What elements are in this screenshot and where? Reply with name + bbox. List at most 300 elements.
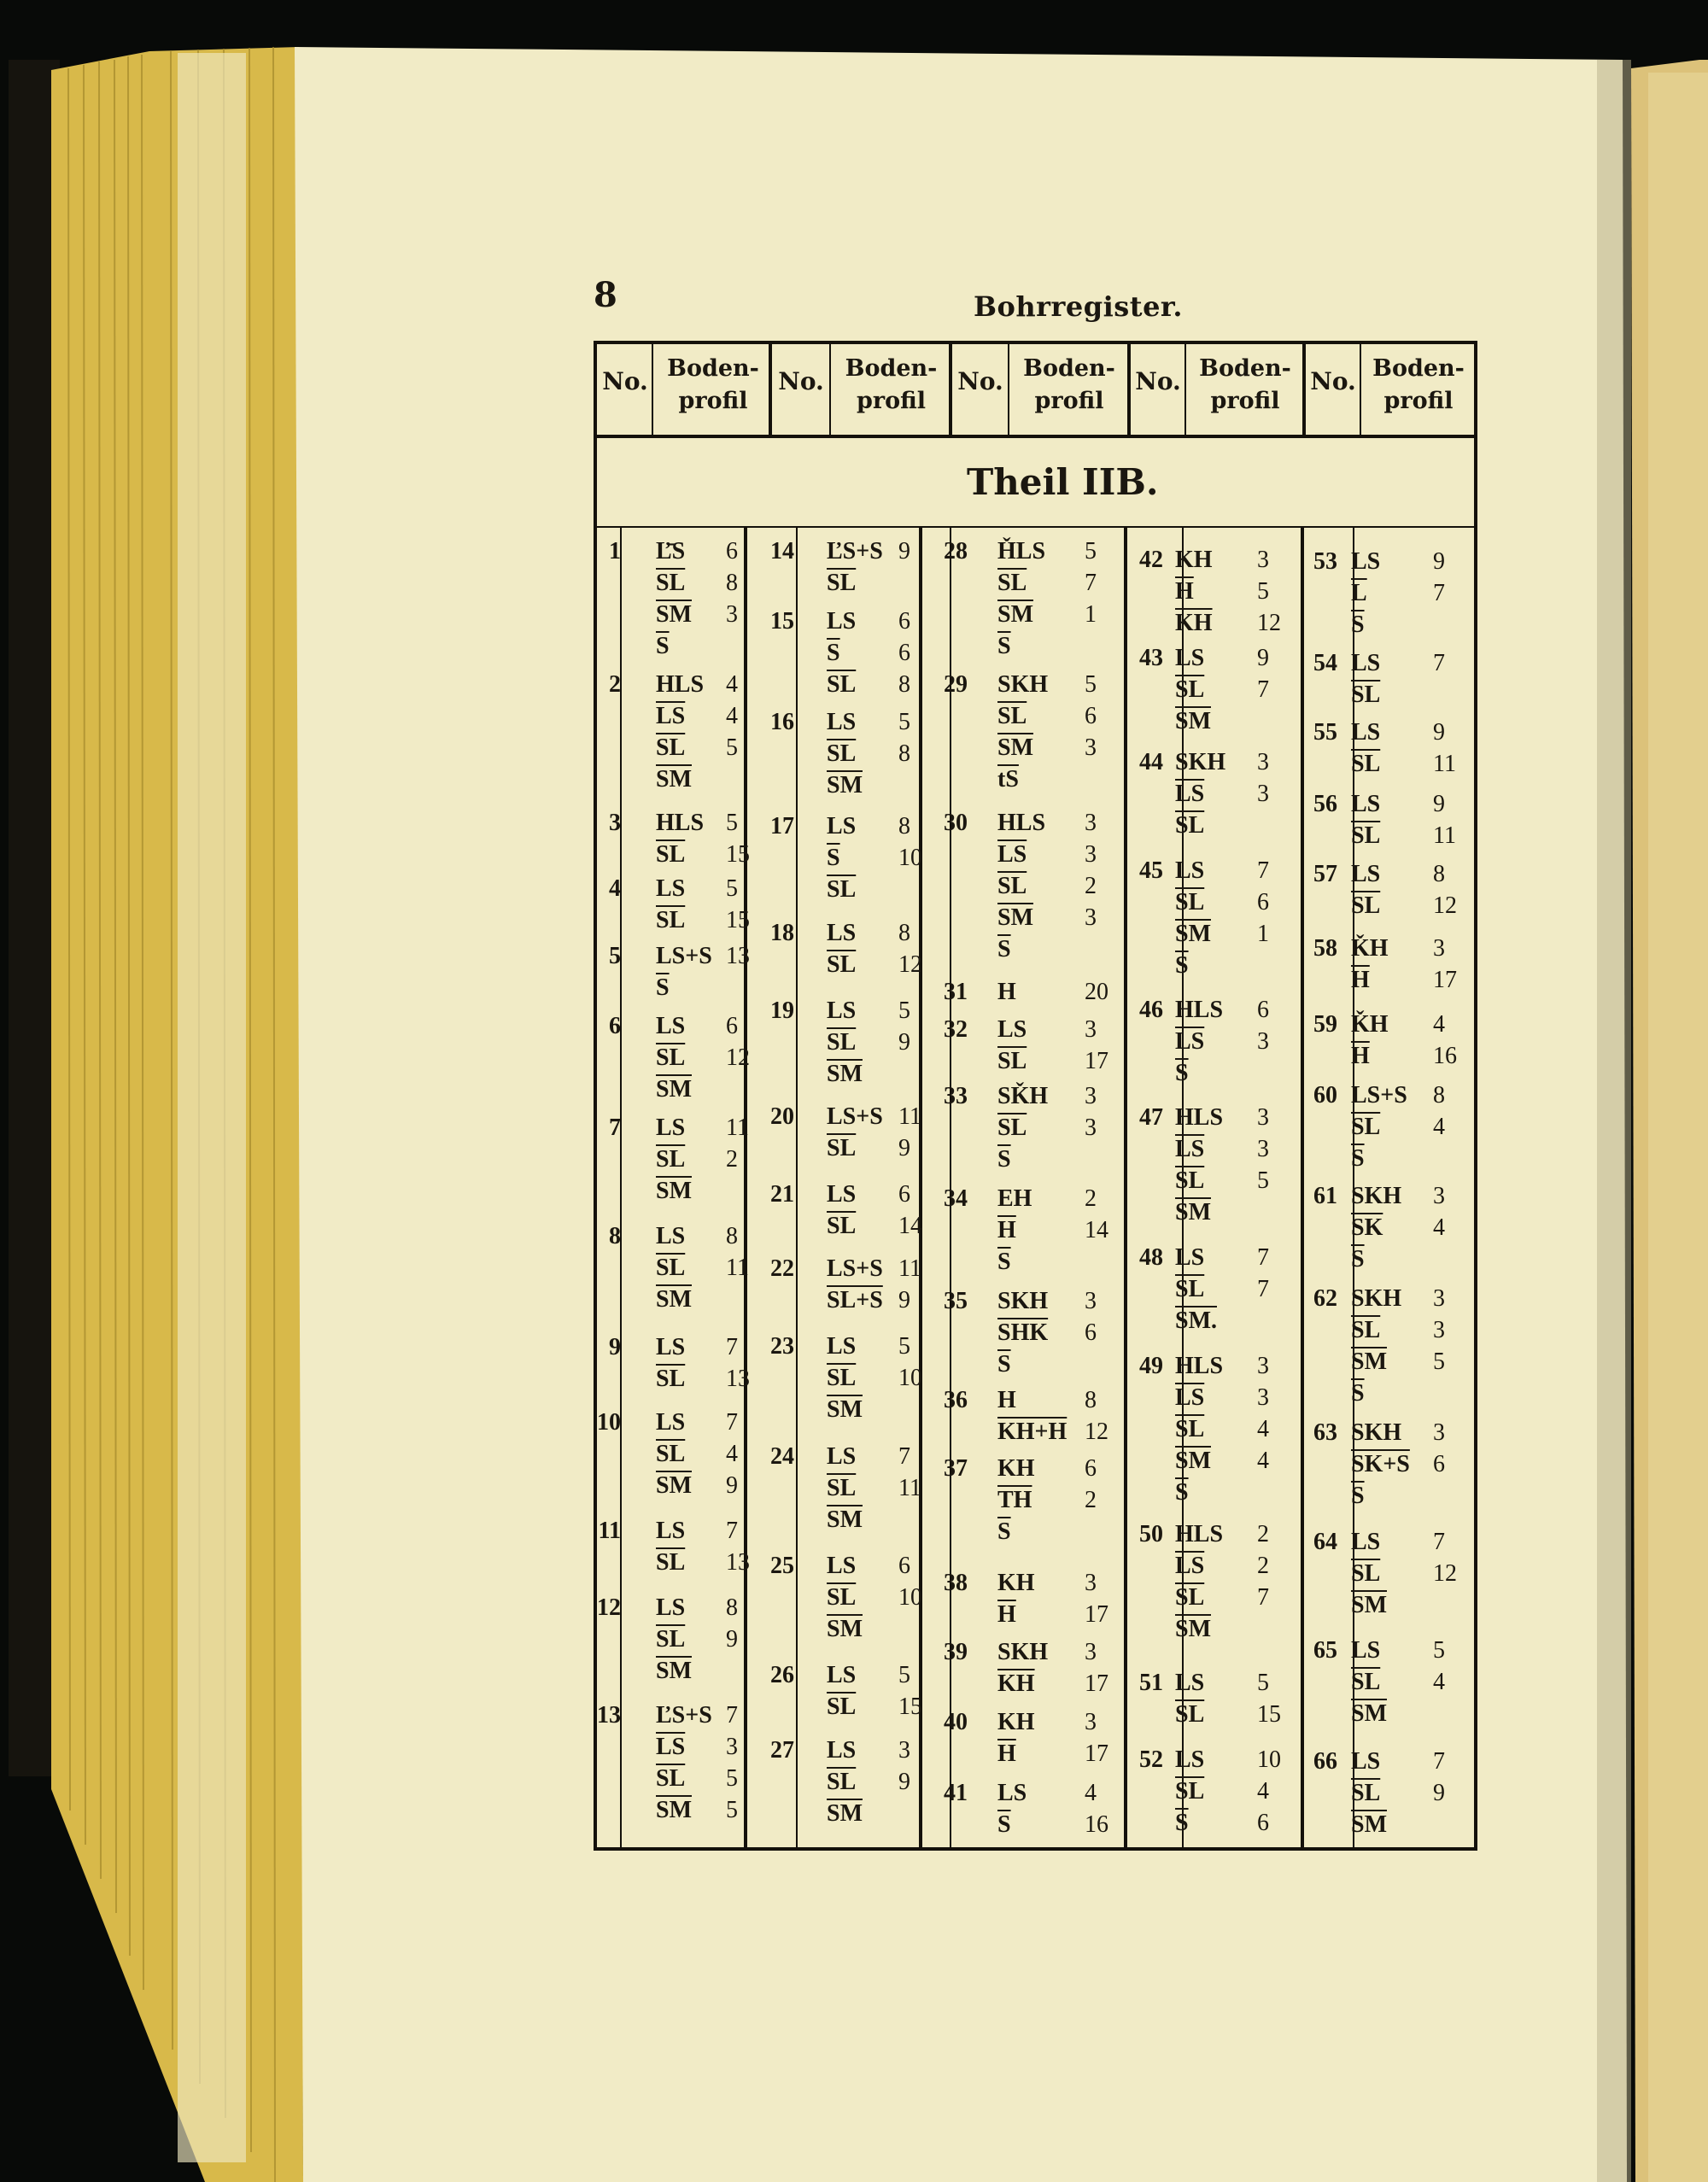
soil-layer-symbol: $\overline{S}$: [656, 633, 670, 659]
layer-thickness: 7: [1085, 570, 1097, 596]
boring-number: 35: [944, 1288, 968, 1314]
soil-layer-symbol: LS: [656, 1518, 686, 1544]
layer-thickness: 3: [1085, 1114, 1097, 1141]
layer-thickness: 3: [1257, 547, 1269, 573]
soil-layer-symbol: LS: [1175, 1244, 1205, 1271]
layer-thickness: 11: [1433, 751, 1456, 777]
soil-layer-symbol: $\overline{SM}$: [1351, 1811, 1387, 1838]
layer-thickness: 7: [726, 1702, 738, 1729]
boring-number: 33: [944, 1083, 968, 1109]
soil-layer-symbol: LS: [827, 1443, 857, 1470]
boring-number: 41: [944, 1780, 968, 1806]
layer-thickness: 8: [898, 671, 910, 698]
layer-thickness: 7: [1257, 1276, 1269, 1302]
soil-layer-symbol: LS+S: [1351, 1082, 1407, 1109]
layer-thickness: 3: [1433, 1183, 1445, 1209]
layer-thickness: 8: [898, 740, 910, 767]
soil-layer-symbol: Ľ̄S: [656, 538, 686, 565]
boring-number: 51: [1139, 1670, 1163, 1696]
boring-number: 31: [944, 979, 968, 1005]
layer-thickness: 9: [1433, 719, 1445, 746]
layer-thickness: 3: [1257, 1384, 1269, 1411]
soil-layer-symbol: $\overline{SL}$: [827, 1475, 857, 1501]
layer-thickness: 9: [1257, 645, 1269, 671]
layer-thickness: 5: [726, 734, 738, 761]
soil-layer-symbol: ǨH: [1351, 1011, 1389, 1038]
layer-thickness: 10: [898, 1584, 922, 1611]
soil-layer-symbol: $\overline{SK}$: [1351, 1214, 1383, 1241]
soil-layer-symbol: $\overline{LS}$: [1175, 1553, 1205, 1579]
soil-layer-symbol: $\overline{SM}$: [1351, 1348, 1387, 1375]
boring-number: 48: [1139, 1244, 1163, 1271]
soil-layer-symbol: LS: [997, 1780, 1027, 1806]
layer-thickness: 7: [1257, 676, 1269, 703]
soil-layer-symbol: $\overline{LS}$: [656, 1734, 686, 1760]
soil-layer-symbol: ĽS+S: [656, 1702, 712, 1729]
soil-layer-symbol: $\overline{SL}$: [656, 734, 686, 761]
soil-layer-symbol: KH: [997, 1455, 1035, 1482]
soil-layer-symbol: ǨH: [1351, 935, 1389, 962]
layer-thickness: 15: [898, 1694, 922, 1720]
soil-layer-symbol: LS: [1351, 1748, 1381, 1775]
layer-thickness: 4: [726, 703, 738, 729]
boring-number: 34: [944, 1185, 968, 1212]
layer-thickness: 5: [726, 1797, 738, 1823]
soil-layer-symbol: SKH: [1351, 1183, 1402, 1209]
layer-thickness: 3: [1433, 1419, 1445, 1446]
boring-number: 38: [944, 1570, 968, 1596]
layer-thickness: 5: [1257, 1670, 1269, 1696]
layer-thickness: 12: [1257, 610, 1281, 636]
layer-thickness: 17: [1085, 1740, 1108, 1767]
soil-layer-symbol: $\overline{SL}$: [827, 1135, 857, 1161]
soil-layer-symbol: LS: [656, 875, 686, 902]
layer-thickness: 9: [898, 1029, 910, 1056]
soil-layer-symbol: $\overline{SL}$: [1175, 1416, 1205, 1442]
soil-layer-symbol: $\overline{SL}$: [1175, 676, 1205, 703]
layer-thickness: 4: [1257, 1778, 1269, 1805]
layer-thickness: 8: [1085, 1387, 1097, 1413]
soil-layer-symbol: $\overline{SM}$: [827, 1506, 863, 1533]
layer-thickness: 3: [1257, 749, 1269, 775]
boring-number: 12: [597, 1594, 621, 1621]
layer-thickness: 9: [898, 538, 910, 565]
soil-layer-symbol: $\overline{SM}$: [656, 1178, 692, 1204]
boring-number: 60: [1313, 1082, 1337, 1109]
header-profil-5: profil: [1383, 388, 1454, 414]
header-boden-4: Boden-: [1199, 355, 1291, 382]
boring-number: 57: [1313, 861, 1337, 887]
soil-layer-symbol: LS: [827, 920, 857, 946]
soil-layer-symbol: LS: [1351, 1529, 1381, 1555]
soil-layer-symbol: $\overline{H}$: [1351, 967, 1370, 993]
layer-thickness: 17: [1085, 1048, 1108, 1074]
header-no-1: No.: [602, 367, 648, 395]
layer-thickness: 3: [1085, 841, 1097, 868]
layer-thickness: 3: [1085, 1288, 1097, 1314]
layer-thickness: 20: [1085, 979, 1108, 1005]
soil-layer-symbol: $\overline{SM}$: [656, 601, 692, 628]
soil-layer-symbol: $\overline{S}$: [997, 1351, 1011, 1378]
layer-thickness: 5: [726, 810, 738, 836]
layer-thickness: 5: [1433, 1348, 1445, 1375]
soil-layer-symbol: LS: [1175, 1670, 1205, 1696]
boring-number: 28: [944, 538, 968, 565]
header-boden-3: Boden-: [1023, 355, 1115, 382]
soil-layer-symbol: LS: [1175, 1746, 1205, 1773]
soil-layer-symbol: LS: [1351, 548, 1381, 575]
header-no-3: No.: [957, 367, 1003, 395]
soil-layer-symbol: $\overline{SL}$: [656, 1366, 686, 1392]
layer-thickness: 3: [1085, 810, 1097, 836]
soil-layer-symbol: $\overline{H}$: [997, 1601, 1016, 1628]
layer-thickness: 17: [1085, 1601, 1108, 1628]
soil-layer-symbol: LS: [1351, 719, 1381, 746]
soil-layer-symbol: $\overline{SL}$: [656, 1044, 686, 1071]
layer-thickness: 3: [726, 1734, 738, 1760]
layer-thickness: 5: [1433, 1637, 1445, 1664]
soil-layer-symbol: $\overline{SL}$: [1351, 1317, 1381, 1343]
layer-thickness: 1: [1257, 921, 1269, 947]
soil-layer-symbol: $\overline{SL}$: [997, 1114, 1027, 1141]
soil-layer-symbol: $\overline{SL}$: [827, 1694, 857, 1720]
layer-thickness: 3: [1433, 1285, 1445, 1312]
layer-thickness: 5: [898, 997, 910, 1024]
layer-thickness: 5: [726, 875, 738, 902]
header-boden-2: Boden-: [845, 355, 938, 382]
soil-layer-symbol: $\overline{L}$: [1351, 580, 1367, 606]
soil-layer-symbol: H: [997, 1387, 1016, 1413]
boring-number: 62: [1313, 1285, 1337, 1312]
layer-thickness: 14: [898, 1213, 922, 1239]
soil-layer-symbol: HLS: [1175, 1521, 1224, 1547]
layer-thickness: 7: [1433, 580, 1445, 606]
layer-thickness: 2: [1257, 1553, 1269, 1579]
boring-number: 45: [1139, 857, 1163, 884]
layer-thickness: 11: [898, 1475, 921, 1501]
boring-number: 4: [609, 875, 621, 902]
soil-layer-symbol: $\overline{SM}$: [997, 601, 1033, 628]
page-number: 8: [594, 275, 617, 315]
boring-number: 24: [770, 1443, 794, 1470]
soil-layer-symbol: HLS: [997, 810, 1046, 836]
soil-layer-symbol: $\overline{H}$: [1351, 1043, 1370, 1069]
layer-thickness: 2: [1257, 1521, 1269, 1547]
soil-layer-symbol: $\overline{S}$: [827, 640, 840, 666]
soil-layer-symbol: SǨH: [997, 1083, 1049, 1109]
boring-number: 58: [1313, 935, 1337, 962]
layer-thickness: 6: [1257, 1810, 1269, 1836]
boring-number: 21: [770, 1181, 794, 1208]
layer-thickness: 16: [1085, 1811, 1108, 1838]
layer-thickness: 3: [1257, 1136, 1269, 1162]
soil-layer-symbol: $\overline{S}$: [1351, 611, 1365, 638]
layer-thickness: 5: [898, 1662, 910, 1688]
layer-thickness: 11: [1433, 822, 1456, 849]
boring-number: 65: [1313, 1637, 1337, 1664]
soil-layer-symbol: $\overline{SL}$: [656, 1255, 686, 1281]
layer-thickness: 2: [1085, 873, 1097, 899]
boring-number: 46: [1139, 997, 1163, 1023]
soil-layer-symbol: $\overline{SL}$: [827, 1365, 857, 1391]
soil-layer-symbol: LS+S: [656, 943, 712, 969]
soil-layer-symbol: LS+S: [827, 1255, 883, 1282]
soil-layer-symbol: SKH: [1175, 749, 1226, 775]
layer-thickness: 11: [898, 1103, 921, 1130]
layer-thickness: 7: [1433, 650, 1445, 676]
layer-thickness: 3: [1085, 1083, 1097, 1109]
soil-layer-symbol: LS: [827, 1181, 857, 1208]
soil-layer-symbol: SKH: [1351, 1285, 1402, 1312]
soil-layer-symbol: LS: [827, 709, 857, 735]
boring-number: 36: [944, 1387, 968, 1413]
soil-layer-symbol: LS: [827, 813, 857, 839]
layer-thickness: 9: [1433, 548, 1445, 575]
boring-number: 17: [770, 813, 794, 839]
boring-number: 63: [1313, 1419, 1337, 1446]
soil-layer-symbol: LS: [656, 1114, 686, 1141]
layer-thickness: 4: [1433, 1669, 1445, 1695]
layer-thickness: 3: [726, 601, 738, 628]
boring-number: 13: [597, 1702, 621, 1729]
layer-thickness: 4: [1085, 1780, 1097, 1806]
layer-thickness: 7: [726, 1518, 738, 1544]
soil-layer-symbol: EH: [997, 1185, 1032, 1212]
layer-thickness: 3: [1085, 1639, 1097, 1665]
soil-layer-symbol: $\overline{SL}$: [1175, 889, 1205, 916]
layer-thickness: 11: [726, 1255, 749, 1281]
layer-thickness: 14: [1085, 1217, 1108, 1243]
layer-thickness: 2: [1085, 1185, 1097, 1212]
soil-layer-symbol: $\overline{S}$: [656, 974, 670, 1001]
soil-layer-symbol: $\overline{SM}$: [1175, 1448, 1211, 1474]
boring-number: 29: [944, 671, 968, 698]
layer-thickness: 7: [726, 1334, 738, 1360]
layer-thickness: 6: [898, 640, 910, 666]
soil-layer-symbol: $\overline{tS}$: [997, 766, 1019, 793]
layer-thickness: 6: [726, 538, 738, 565]
soil-layer-symbol: $\overline{S}$: [997, 1146, 1011, 1173]
layer-thickness: 10: [898, 1365, 922, 1391]
layer-thickness: 6: [1085, 1319, 1097, 1346]
soil-layer-symbol: KH: [1175, 547, 1213, 573]
soil-layer-symbol: $\overline{SL}$: [1351, 1669, 1381, 1695]
layer-thickness: 17: [1433, 967, 1457, 993]
soil-layer-symbol: $\overline{SM}$: [827, 1616, 863, 1642]
layer-thickness: 6: [1085, 1455, 1097, 1482]
layer-thickness: 12: [1433, 1560, 1457, 1587]
layer-thickness: 5: [898, 1333, 910, 1360]
soil-layer-symbol: $\overline{LS}$: [1175, 1384, 1205, 1411]
header-boden-5: Boden-: [1372, 355, 1465, 382]
soil-layer-symbol: $\overline{S}$: [1351, 1483, 1365, 1509]
soil-layer-symbol: LS: [997, 1016, 1027, 1043]
soil-layer-symbol: $\overline{SM}$: [1175, 708, 1211, 734]
running-head: Bohrregister.: [974, 290, 1183, 323]
boring-number: 23: [770, 1333, 794, 1360]
soil-layer-symbol: $\overline{LS}$: [997, 841, 1027, 868]
layer-thickness: 4: [1433, 1114, 1445, 1140]
layer-thickness: 4: [1433, 1214, 1445, 1241]
layer-thickness: 9: [1433, 791, 1445, 817]
soil-layer-symbol: $\overline{KH}$: [997, 1670, 1035, 1697]
layer-thickness: 12: [726, 1044, 750, 1071]
layer-thickness: 7: [1433, 1529, 1445, 1555]
soil-layer-symbol: $\overline{SHK}$: [997, 1319, 1049, 1346]
soil-layer-symbol: $\overline{SL}$: [1175, 1778, 1205, 1805]
soil-layer-symbol: $\overline{S}$: [1175, 952, 1189, 979]
layer-thickness: 6: [726, 1013, 738, 1039]
layer-thickness: 9: [898, 1287, 910, 1313]
soil-layer-symbol: SKH: [997, 1288, 1049, 1314]
soil-layer-symbol: $\overline{SL}$: [827, 671, 857, 698]
soil-layer-symbol: ȞLS: [997, 538, 1046, 565]
soil-layer-symbol: SKH: [1351, 1419, 1402, 1446]
soil-layer-symbol: $\overline{KH}$: [1175, 610, 1213, 636]
boring-number: 18: [770, 920, 794, 946]
soil-layer-symbol: LS: [656, 1594, 686, 1621]
soil-layer-symbol: $\overline{SL}$: [997, 570, 1027, 596]
soil-layer-symbol: LS: [656, 1223, 686, 1249]
boring-number: 56: [1313, 791, 1337, 817]
layer-thickness: 3: [1085, 1016, 1097, 1043]
layer-thickness: 6: [1257, 889, 1269, 916]
layer-thickness: 4: [1433, 1011, 1445, 1038]
layer-thickness: 5: [1085, 671, 1097, 698]
header-boden-1: Boden-: [667, 355, 759, 382]
soil-layer-symbol: $\overline{SM}$: [997, 734, 1033, 761]
boring-number: 40: [944, 1709, 968, 1735]
layer-thickness: 12: [1433, 892, 1457, 919]
boring-number: 30: [944, 810, 968, 836]
soil-layer-symbol: $\overline{SL}$: [656, 1626, 686, 1653]
soil-layer-symbol: $\overline{SM}$: [827, 1396, 863, 1423]
layer-thickness: 2: [1085, 1487, 1097, 1513]
boring-number: 2: [609, 671, 621, 698]
soil-layer-symbol: HLS: [656, 671, 705, 698]
soil-layer-symbol: $\overline{SL}$: [827, 876, 857, 903]
soil-layer-symbol: $\overline{SL}$: [1175, 1584, 1205, 1611]
soil-layer-symbol: $\overline{H}$: [997, 1217, 1016, 1243]
soil-layer-symbol: HLS: [656, 810, 705, 836]
boring-number: 16: [770, 709, 794, 735]
soil-layer-symbol: HLS: [1175, 1353, 1224, 1379]
soil-layer-symbol: $\overline{LS}$: [1175, 1136, 1205, 1162]
layer-thickness: 12: [898, 951, 922, 978]
layer-thickness: 6: [1085, 703, 1097, 729]
layer-thickness: 8: [1433, 1082, 1445, 1109]
soil-layer-symbol: LS: [1175, 857, 1205, 884]
boring-number: 32: [944, 1016, 968, 1043]
soil-layer-symbol: $\overline{TH}$: [997, 1487, 1032, 1513]
boring-number: 25: [770, 1553, 794, 1579]
soil-layer-symbol: $\overline{SL}$: [656, 1765, 686, 1792]
soil-layer-symbol: $\overline{SL}$: [1351, 751, 1381, 777]
boring-number: 14: [770, 538, 794, 565]
soil-layer-symbol: $\overline{SL}$: [656, 1549, 686, 1576]
soil-layer-symbol: KH+H: [997, 1419, 1068, 1445]
soil-layer-symbol: H: [997, 979, 1016, 1005]
soil-layer-symbol: $\overline{SL}$: [997, 873, 1027, 899]
soil-layer-symbol: $\overline{SM}$: [1175, 1616, 1211, 1642]
header-profil-2: profil: [857, 388, 926, 414]
header-no-4: No.: [1135, 367, 1181, 395]
soil-layer-symbol: $\overline{S}$: [1175, 1810, 1189, 1836]
soil-layer-symbol: $\overline{SL}$: [997, 1048, 1027, 1074]
soil-layer-symbol: $\overline{SM}$: [1175, 1199, 1211, 1226]
header-no-2: No.: [778, 367, 824, 395]
soil-layer-symbol: HLS: [1175, 1104, 1224, 1131]
soil-layer-symbol: $\overline{SM}$: [1351, 1592, 1387, 1618]
soil-layer-symbol: $\overline{SL}$: [1175, 1701, 1205, 1728]
soil-layer-symbol: $\overline{SM}$: [1351, 1700, 1387, 1727]
layer-thickness: 3: [1433, 935, 1445, 962]
soil-layer-symbol: $\overline{SL}$: [656, 1146, 686, 1173]
boring-number: 22: [770, 1255, 794, 1282]
layer-thickness: 8: [898, 813, 910, 839]
layer-thickness: 11: [898, 1255, 921, 1282]
soil-layer-symbol: $\overline{SM}$: [827, 1061, 863, 1087]
soil-layer-symbol: $\overline{S}$: [997, 1249, 1011, 1275]
layer-thickness: 9: [726, 1472, 738, 1499]
soil-layer-symbol: LS: [1351, 791, 1381, 817]
header-profil-1: profil: [678, 388, 748, 414]
boring-number: 42: [1139, 547, 1163, 573]
soil-layer-symbol: $\overline{S}$: [997, 1811, 1011, 1838]
soil-layer-symbol: $\overline{LS}$: [1175, 1028, 1205, 1055]
soil-layer-symbol: $\overline{SM}$: [827, 1800, 863, 1827]
soil-layer-symbol: $\overline{SL}$: [1351, 682, 1381, 708]
soil-layer-symbol: HLS: [1175, 997, 1224, 1023]
boring-number: 19: [770, 997, 794, 1024]
layer-thickness: 6: [1433, 1451, 1445, 1477]
layer-thickness: 11: [726, 1114, 749, 1141]
boring-number: 43: [1139, 645, 1163, 671]
boring-number: 49: [1139, 1353, 1163, 1379]
boring-number: 20: [770, 1103, 794, 1130]
layer-thickness: 16: [1433, 1043, 1457, 1069]
layer-thickness: 1: [1085, 601, 1097, 628]
layer-thickness: 3: [898, 1737, 910, 1764]
soil-layer-symbol: LS: [1351, 861, 1381, 887]
soil-layer-symbol: $\overline{S}$: [1351, 1145, 1365, 1172]
layer-thickness: 5: [1085, 538, 1097, 565]
soil-layer-symbol: $\overline{SL}$: [656, 1441, 686, 1467]
boring-number: 5: [609, 943, 621, 969]
layer-thickness: 8: [726, 1594, 738, 1621]
soil-layer-symbol: $\overline{SL}$: [1351, 1780, 1381, 1806]
layer-thickness: 12: [1085, 1419, 1108, 1445]
layer-thickness: 6: [898, 1181, 910, 1208]
soil-layer-symbol: $\overline{S}$: [1175, 1479, 1189, 1506]
layer-thickness: 5: [726, 1765, 738, 1792]
soil-layer-symbol: LS: [827, 997, 857, 1024]
layer-thickness: 7: [1433, 1748, 1445, 1775]
soil-layer-symbol: $\overline{LS}$: [656, 703, 686, 729]
soil-layer-symbol: LS: [656, 1013, 686, 1039]
boring-number: 61: [1313, 1183, 1337, 1209]
soil-layer-symbol: $\overline{SL}$: [827, 1029, 857, 1056]
header-profil-3: profil: [1034, 388, 1104, 414]
layer-thickness: 2: [726, 1146, 738, 1173]
soil-layer-symbol: $\overline{SL}$: [997, 703, 1027, 729]
layer-thickness: 15: [726, 907, 750, 933]
section-title: Theil IIB.: [967, 461, 1159, 503]
boring-number: 27: [770, 1737, 794, 1764]
layer-thickness: 3: [1085, 734, 1097, 761]
layer-thickness: 7: [898, 1443, 910, 1470]
soil-layer-symbol: SK+S: [1351, 1451, 1410, 1477]
